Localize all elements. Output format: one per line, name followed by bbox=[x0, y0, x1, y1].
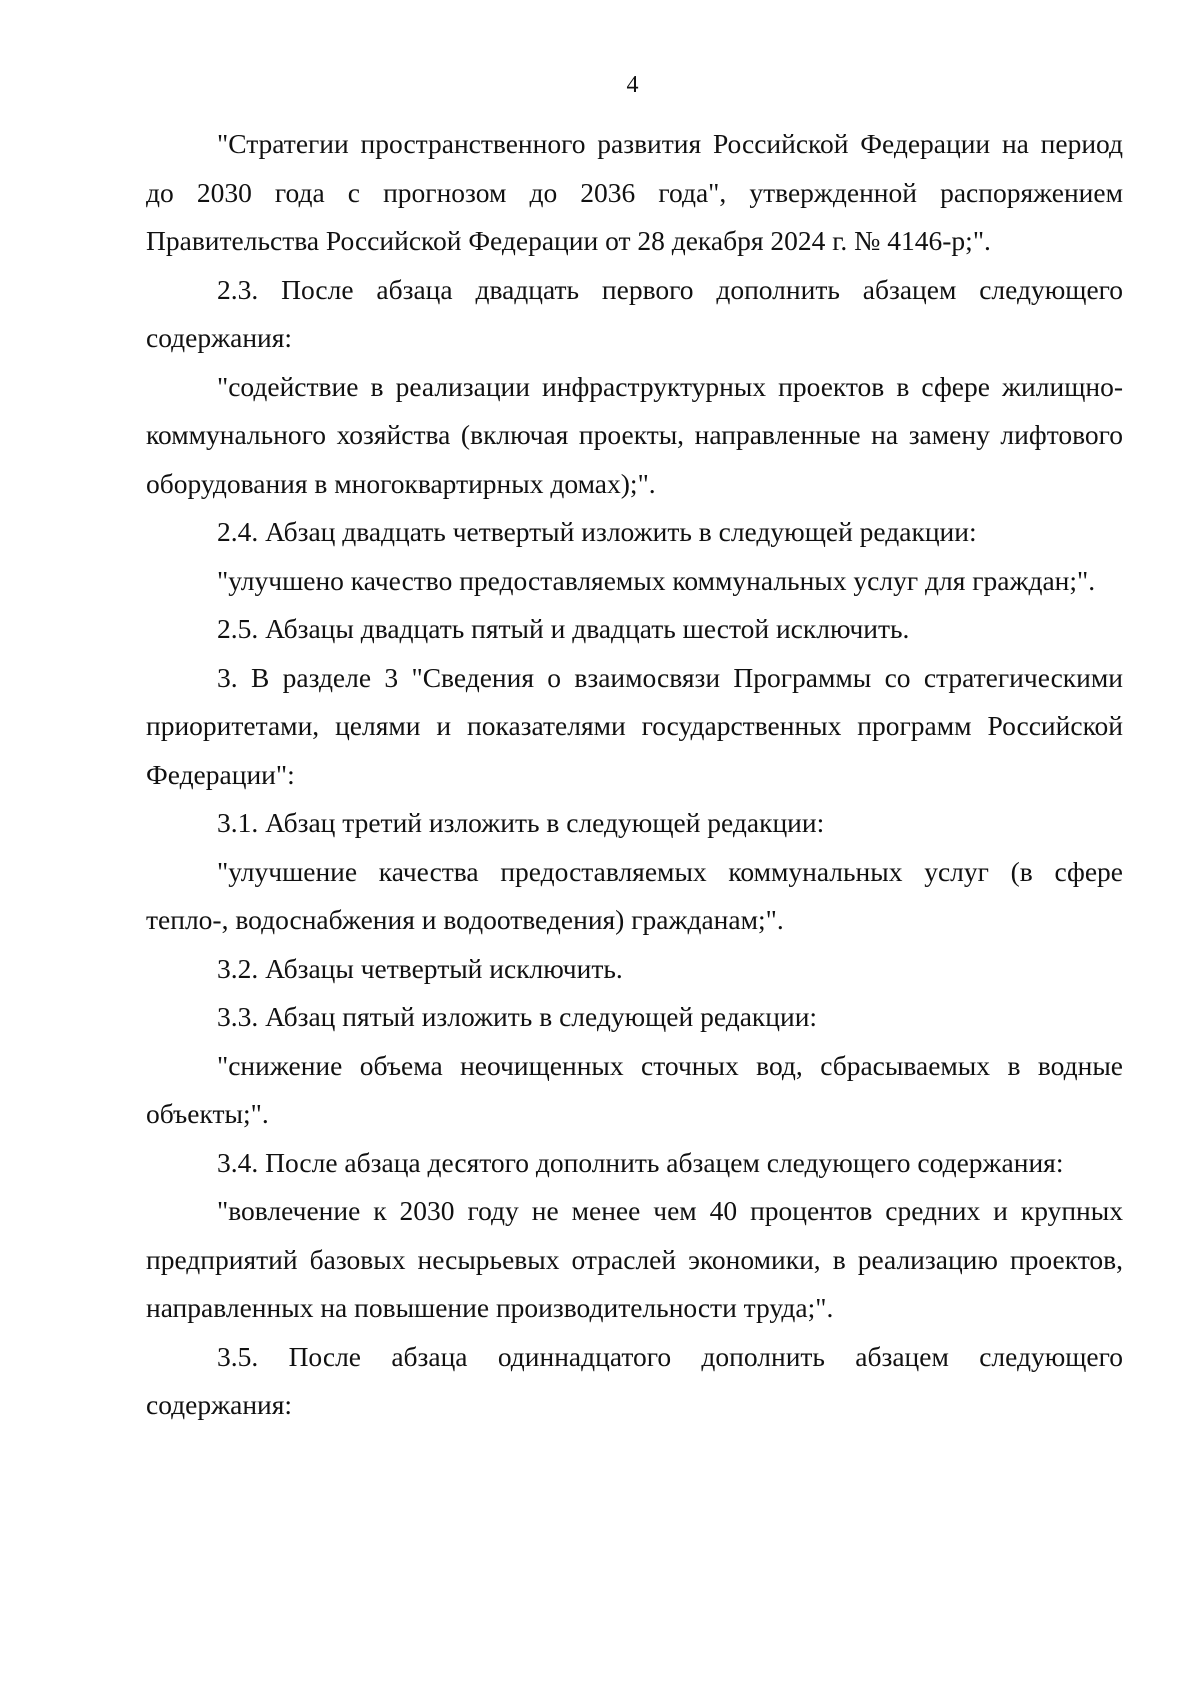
paragraph-3: 3. В разделе 3 "Сведения о взаимосвязи Программы со стратегическими приоритетами, целями и показателями государственных программ Российской Федерации": bbox=[146, 661, 1123, 790]
paragraph-3-3-quote: "снижение объема неочищенных сточных вод, сбрасываемых в водные объекты;". bbox=[146, 1049, 1123, 1129]
paragraph-2-3: 2.3. После абзаца двадцать первого дополнить абзацем следующего содержания: bbox=[146, 273, 1123, 353]
paragraph-3-4: 3.4. После абзаца десятого дополнить абзацем следующего содержания: bbox=[217, 1146, 1064, 1178]
paragraph-3-4-quote: "вовлечение к 2030 году не менее чем 40 процентов средних и крупных предприятий базовых несырьевых отраслей экономики, в реализацию проектов, направленных на повышение производительности труда;". bbox=[146, 1195, 1123, 1323]
paragraph-3-5: 3.5. После абзаца одиннадцатого дополнить абзацем следующего содержания: bbox=[146, 1340, 1123, 1420]
paragraph-3-1: 3.1. Абзац третий изложить в следующей редакции: bbox=[217, 807, 825, 838]
paragraph-3-1-quote: "улучшение качества предоставляемых коммунальных услуг (в сфере тепло-, водоснабжения и водоотведения) гражданам;". bbox=[146, 855, 1123, 935]
paragraph-strategy-citation: "Стратегии пространственного развития Российской Федерации на период до 2030 года с прогнозом до 2036 года", утвержденной распоряжением Правительства Российской Федерации от 28 декабря 2024 г. № 4146-р;". bbox=[146, 128, 1123, 256]
paragraph-3-2: 3.2. Абзацы четвертый исключить. bbox=[217, 952, 623, 984]
document-body bbox=[146, 120, 1123, 1430]
paragraph-2-3-quote: "содействие в реализации инфраструктурных проектов в сфере жилищно-коммунального хозяйства (включая проекты, направленные на замену лифтового оборудования в многоквартирных домах);". bbox=[146, 370, 1123, 499]
paragraph-2-4-quote: "улучшено качество предоставляемых коммунальных услуг для граждан;". bbox=[217, 564, 1096, 596]
page-number: 4 bbox=[626, 72, 639, 98]
paragraph-2-4: 2.4. Абзац двадцать четвертый изложить в следующей редакции: bbox=[217, 516, 977, 547]
paragraph-2-5: 2.5. Абзацы двадцать пятый и двадцать шестой исключить. bbox=[217, 613, 910, 644]
paragraph-3-3: 3.3. Абзац пятый изложить в следующей редакции: bbox=[217, 1001, 818, 1032]
